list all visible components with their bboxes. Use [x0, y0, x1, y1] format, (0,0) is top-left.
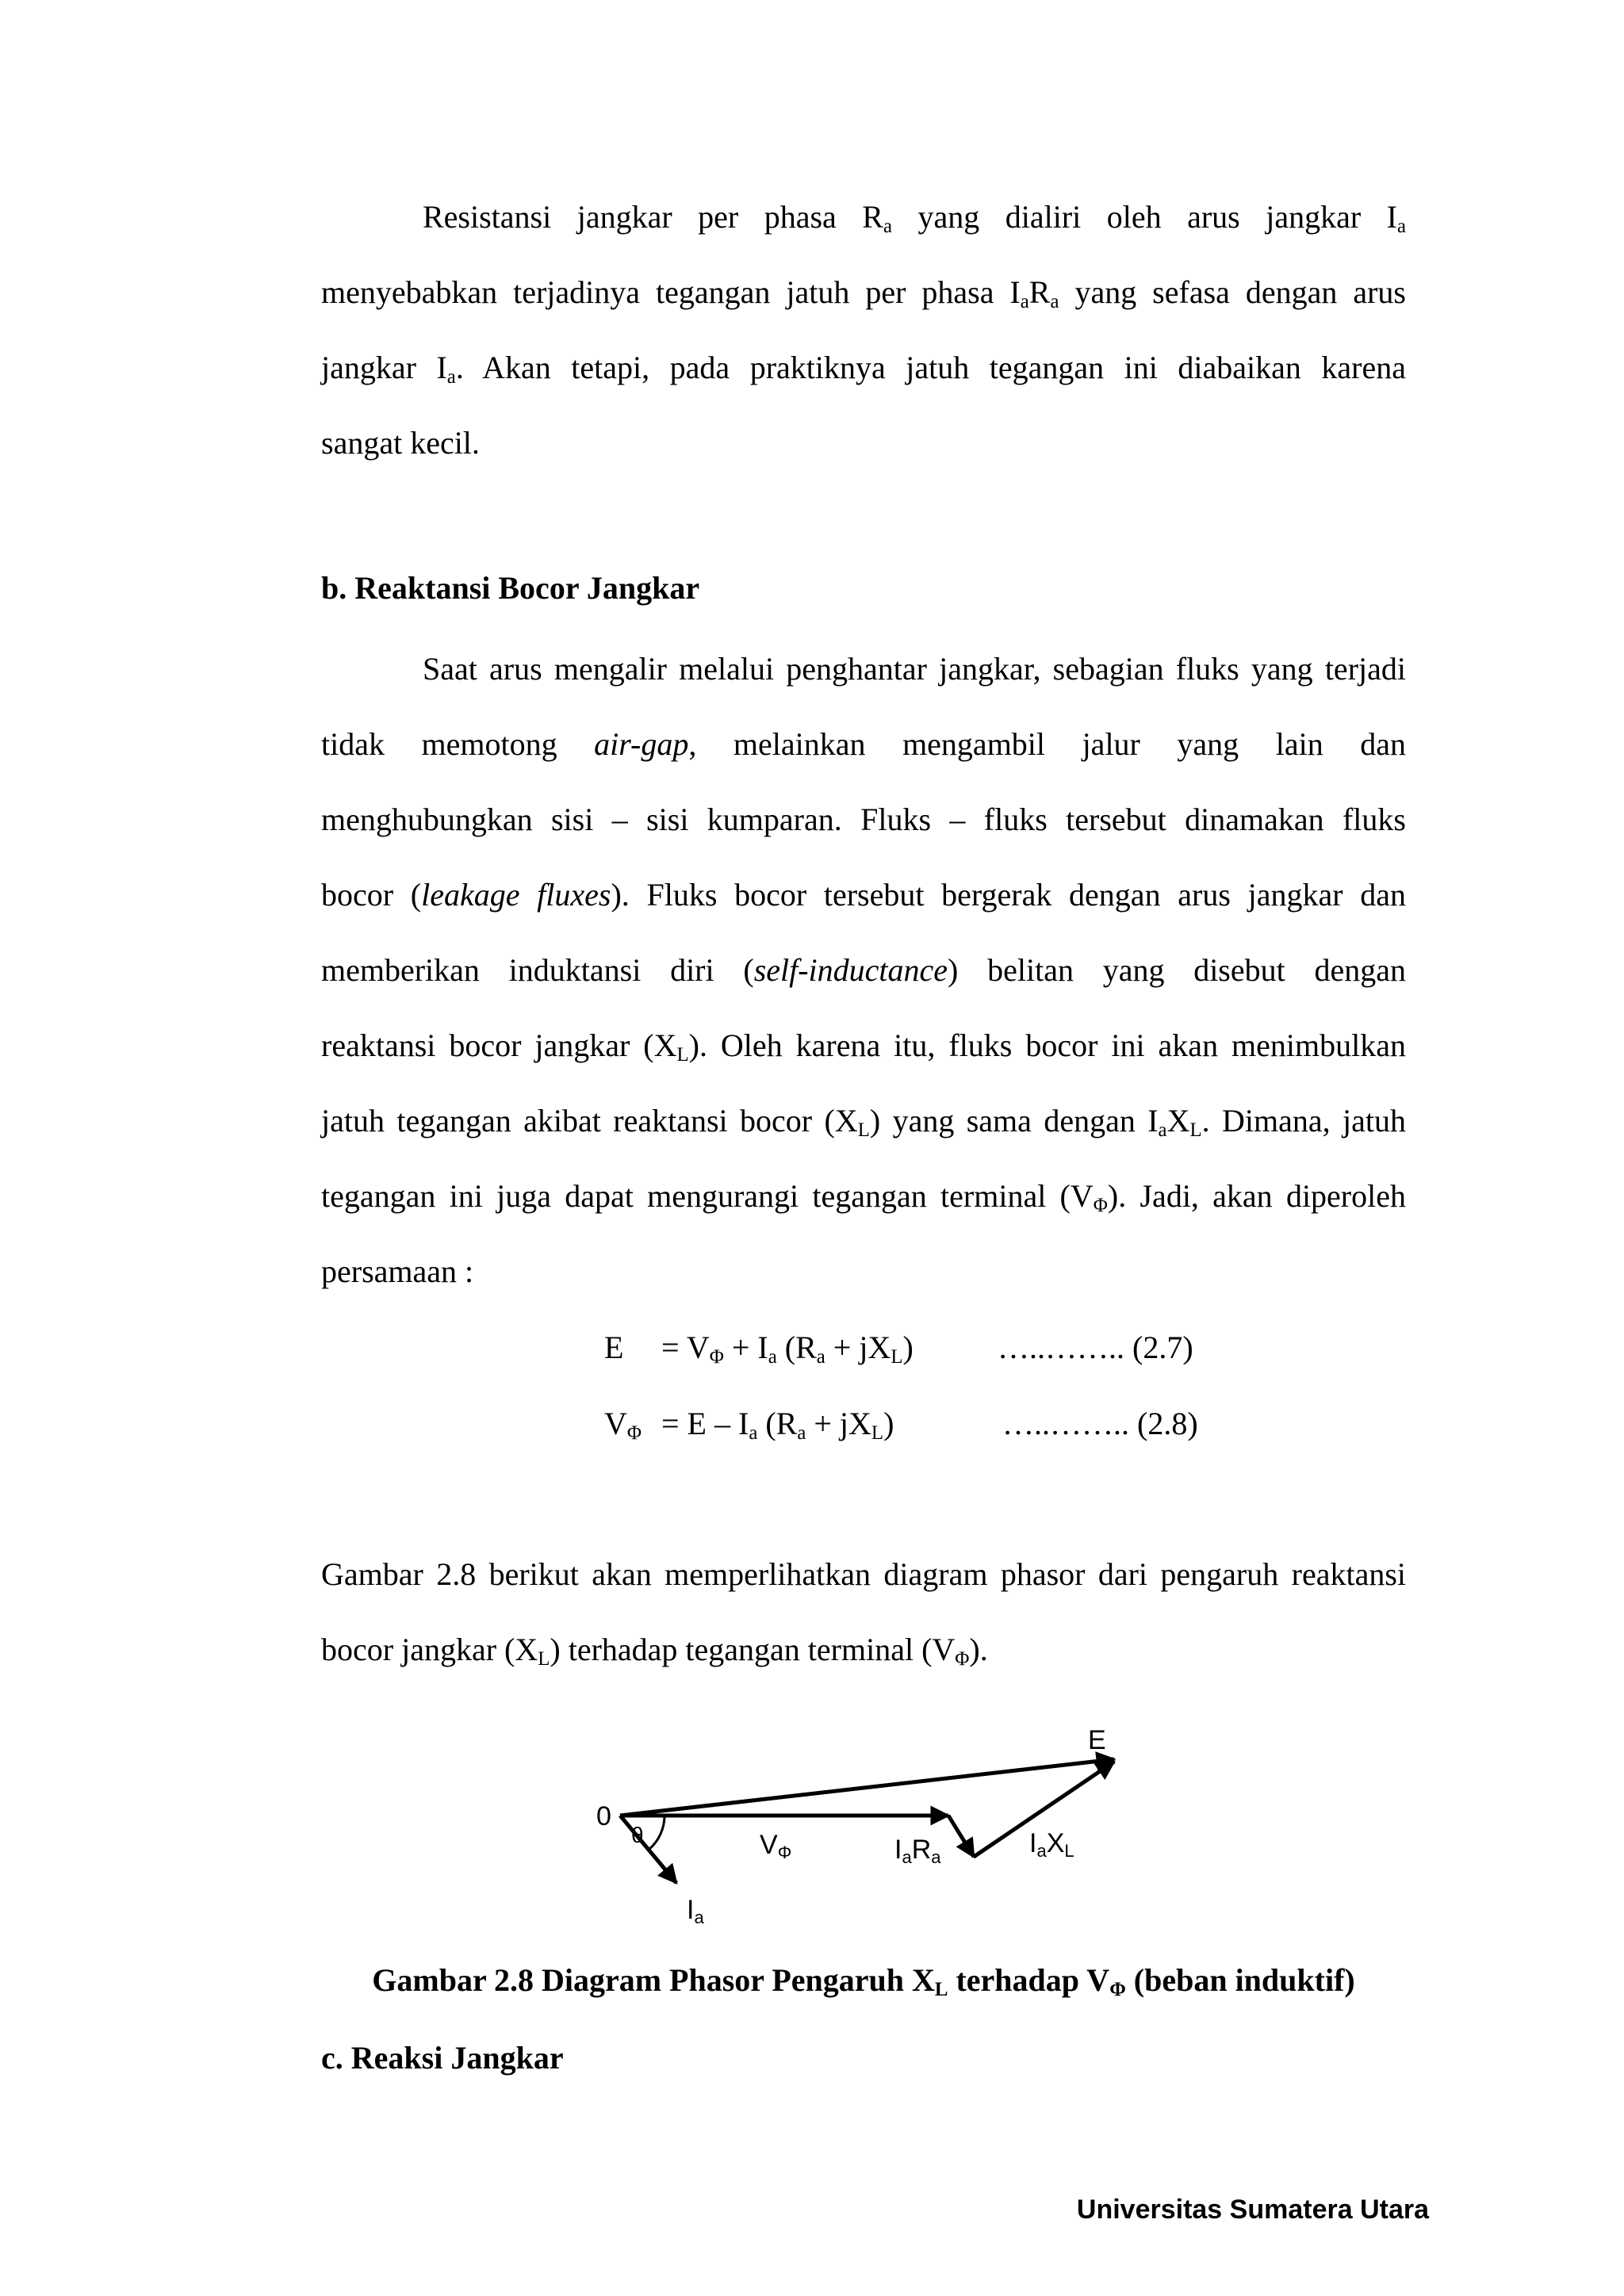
paragraph-armature-resistance [321, 179, 1406, 480]
theta-label: θ [631, 1823, 644, 1847]
text-line: persamaan : [321, 1253, 474, 1289]
text-line: memberikan induktansi diri (self-inductance) belitan yang disebut dengan [321, 952, 1406, 988]
text-line: Gambar 2.8 berikut akan memperlihatkan diagram phasor dari pengaruh reaktansi [321, 1556, 1406, 1592]
iaxl-label: IaXL [1029, 1828, 1074, 1861]
e-label: E [1088, 1725, 1106, 1755]
text-line: tidak memotong air-gap, melainkan mengambil jalur yang lain dan [321, 726, 1406, 762]
text-line: jatuh tegangan akibat reaktansi bocor $(X_L)$ yang sama dengan $I_aX_L$. Dimana, jatuh [321, 1103, 1406, 1142]
vphi-label: VΦ [760, 1830, 792, 1862]
text-line: Resistansi jangkar per phasa $R_a$ yang dialiri oleh arus jangkar $I_a$ [423, 199, 1406, 238]
theta-arc [649, 1816, 665, 1850]
text-line: reaktansi bocor jangkar $(X_L)$. Oleh karena itu, fluks bocor ini akan menimbulkan [321, 1027, 1406, 1066]
text-line: Saat arus mengalir melalui penghantar jangkar, sebagian fluks yang terjadi [423, 651, 1406, 687]
equation-2-8-rhs: = E – $I_a$ $(R_a + jX_L)$ [661, 1406, 894, 1445]
text-line: menghubungkan sisi – sisi kumparan. Fluks – fluks tersebut dinamakan fluks [321, 802, 1406, 837]
paragraph-leakage-reactance [321, 631, 1406, 1309]
text-line: sangat kecil. [321, 425, 480, 461]
equation-2-7-lhs: E [604, 1330, 624, 1365]
paragraph-figure-intro [321, 1536, 1406, 1687]
text-line: bocor jangkar $(X_L)$ terhadap tegangan terminal $(V_\Phi)$. [321, 1632, 988, 1670]
section-heading-b: b. Reaktansi Bocor Jangkar [321, 570, 700, 606]
phasor-ia-arrow [620, 1816, 676, 1883]
phasor-iara-arrow [948, 1816, 974, 1857]
text-line: jangkar $I_a$. Akan tetapi, pada praktiknya jatuh tegangan ini diabaikan karena [321, 350, 1407, 388]
section-heading-c: c. Reaksi Jangkar [321, 2040, 564, 2076]
origin-label: 0 [596, 1801, 611, 1831]
text-line: menyebabkan terjadinya tegangan jatuh per phasa $I_aR_a$ yang sefasa dengan arus [321, 274, 1406, 313]
page-footer: Universitas Sumatera Utara [1076, 2195, 1429, 2225]
equation-2-7-rhs: = $V_\Phi + I_a$ $(R_a + jX_L)$ [661, 1330, 914, 1368]
iara-label: IaRa [894, 1835, 941, 1867]
equation-2-8-lhs: $V_\Phi$ [604, 1406, 642, 1445]
phasor-diagram [587, 1720, 1142, 1927]
equation-2-8-ref: …..…….. (2.8) [1002, 1406, 1198, 1441]
text-line: tegangan ini juga dapat mengurangi tegangan terminal $(V_\Phi)$. Jadi, akan diperoleh [321, 1178, 1406, 1217]
text-line: bocor (leakage fluxes). Fluks bocor tersebut bergerak dengan arus jangkar dan [321, 877, 1406, 913]
phasor-e-arrow [620, 1759, 1114, 1816]
ia-label: Ia [687, 1895, 704, 1927]
figure-caption: Gambar 2.8 Diagram Phasor Pengaruh $X_L$ terhadap $V_\Phi$ (beban induktif) [372, 1962, 1355, 2001]
equation-2-7-ref: …..…….. (2.7) [998, 1330, 1193, 1365]
